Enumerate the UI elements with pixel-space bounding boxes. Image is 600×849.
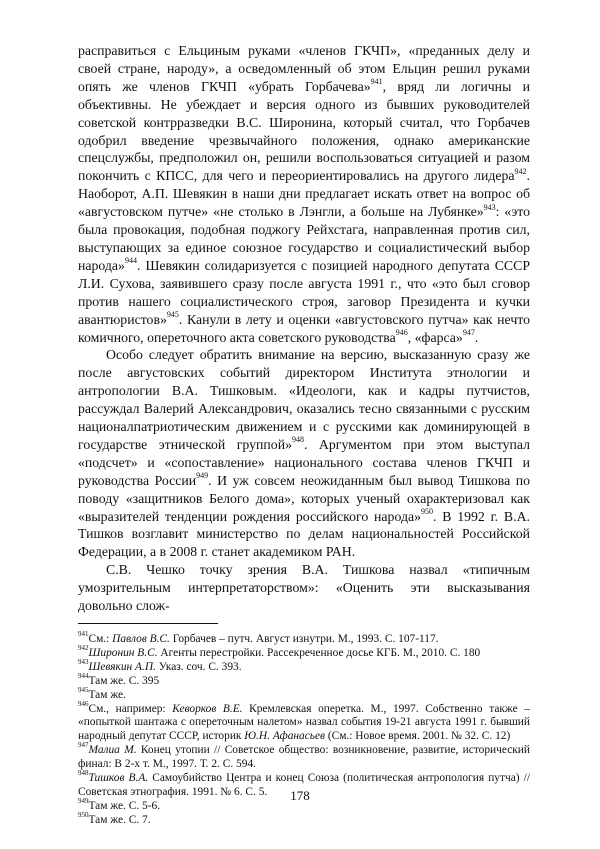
text-run: Самоубийство Центра и конец Союза (политическая антропология путча) // Советская этнография. 1991. № 6. С. 5. [78,772,530,798]
footnote-ref: 946 [78,699,89,708]
footnote [78,810,530,828]
text-run: Там же. С. 5-6. [88,799,161,812]
footnote-ref: 948 [292,435,304,445]
footnote-ref: 941 [370,77,383,87]
text-run: См., например: [88,702,173,715]
footnote-ref: 942 [78,644,89,653]
paragraph [78,42,530,346]
footnote-ref: 949 [196,471,209,481]
author-name: Тишков В.А. [88,772,149,785]
text-run: . [474,329,479,345]
footnote-ref: 945 [166,310,179,319]
text-run: Там же. [88,688,126,701]
text-run: : «это была провокация, подобная поджогу Рейхстага, направленная против сил, выступающих за единое союзное государство и социалистический выбор народа» [78,204,530,273]
page-body [78,42,530,828]
footnote-ref: 945 [78,685,89,694]
footnote [78,741,530,772]
footnote-ref: 949 [78,797,89,806]
text-run: . Шевякин солидаризуется с позицией народного депутата СССР Л.И. Сухова, заявившего сразу после августа 1991 г., что «это был сговор против нашего социалистического строя, заговор Президента и кучки авантюристов» [78,257,530,327]
author-name: Малиа М. [88,744,137,757]
paragraph [78,346,530,561]
text-run: . Аргументом при этом выступал «подсчет» и «сопоставление» национального состава членов ГКЧП и руководства России [78,436,531,488]
footnote-ref: 950 [78,810,89,819]
footnote-ref: 942 [514,166,527,176]
text-run: См.: [88,633,113,645]
footnote-ref: 947 [78,741,89,750]
footnote-ref: 946 [395,327,408,337]
text-run: Конец утопии // Советское общество: возникновение, развитие, исторический финал: В 2-х т. М., 1997. Т. 2. С. 594. [78,744,530,771]
footnote-ref: 948 [78,769,89,778]
text-run: . В 1992 г. В.А. Тишков возглавит министерство по делам национальностей Российской Федерации, а в 2008 г. станет академиком РАН. [78,508,530,560]
main-text [78,42,530,615]
text-run: (См.: Новое время. 2001. № 32. С. 12) [324,730,511,743]
author-name: Кеворков В.Е. [172,702,243,715]
footnote [78,644,530,661]
paragraph [78,561,530,615]
author-name: Ю.Н. Афанасьев [244,730,325,743]
text-run: , «фарса» [407,329,463,345]
text-run: . Наоборот, А.П. Шевякин в наши дни предлагает искать ответ на вопрос об «августовском путче» «не столько в Лэнгли, а больше на Лубянке» [78,168,530,220]
author-name: Шевякин А.П. [88,660,156,673]
footnote-ref: 944 [78,671,89,680]
footnote [78,671,530,689]
text-run: Там же. С. 7. [88,813,151,826]
footnote [78,699,530,745]
page-number: 178 [290,788,310,803]
text-run: Особо следует обратить внимание на версию, высказанную сразу же после августовских событий директором Института этнологии и антропологии В.А. Тишковым. «Идеологи, как и кадры путчистов, рассуждал Валерий Александрович, оказались тесно связанными с русским националпатриотическим движением и с русскими как доминирующей в государстве этнической группой» [78,347,530,452]
footnote-ref: 943 [483,202,496,212]
footnote-ref: 944 [124,256,137,266]
text-run: . И уж совсем неожиданным был вывод Тишкова по поводу «защитников Белого дома», которых ученый охарактеризовал как «выразителей тенденции рождения российского народа» [78,472,530,524]
author-name: Павлов В.С. [112,633,170,645]
author-name: Широнин В.С. [88,646,158,659]
footnote-ref: 941 [78,630,89,639]
text-run: Агенты перестройки. Рассекреченное досье КГБ. М., 2010. С. 180 [157,646,481,659]
text-run: Кремлевская оперетка. М., 1997. Собственно также – «попыткой шантажа с опереточным налетом» назвал события 19-21 августа 1991 г. бывший народный депутат СССР, историк [78,702,530,743]
footnote [78,685,530,703]
footnote [78,658,530,675]
text-run: . Канули в лету и оценки «августовского путча» как нечто комичного, опереточного акта советского руководства [78,311,530,345]
footnote [78,630,530,647]
footnote-ref: 950 [421,506,433,516]
text-run: Там же. С. 395 [88,674,160,687]
footnote-ref: 943 [78,658,89,667]
text-run: С.В. Чешко точку зрения В.А. Тишкова назвал «типичным умозрительным интерпретаторством»: «Оценить эти высказывания довольно слож- [78,562,530,614]
footnote-divider [78,623,218,624]
text-run: расправиться с Ельциным руками «членов ГКЧП», «преданных делу и своей стране, народу», а осведомленный об этом Ельцин решил руками опять же членов ГКЧП «убрать Горбачева» [78,43,530,94]
footnote-ref: 947 [462,327,475,337]
text-run: Указ. соч. С. 393. [155,660,242,673]
text-run: Горбачев – путч. Август изнутри. М., 1993. С. 107-117. [169,633,439,645]
text-run: , вряд ли логичны и объективны. Не убеждает и версия одного из бывших руководителей советской контрразведки В.С. Широнина, который считал, что Горбачев одобрил введение чрезвычайного положения, однако американские спецслужбы, предположил он, решили воспользоваться ситуацией и разом покончить с КПСС, для чего и переориентировались на другого лидера [78,78,530,184]
